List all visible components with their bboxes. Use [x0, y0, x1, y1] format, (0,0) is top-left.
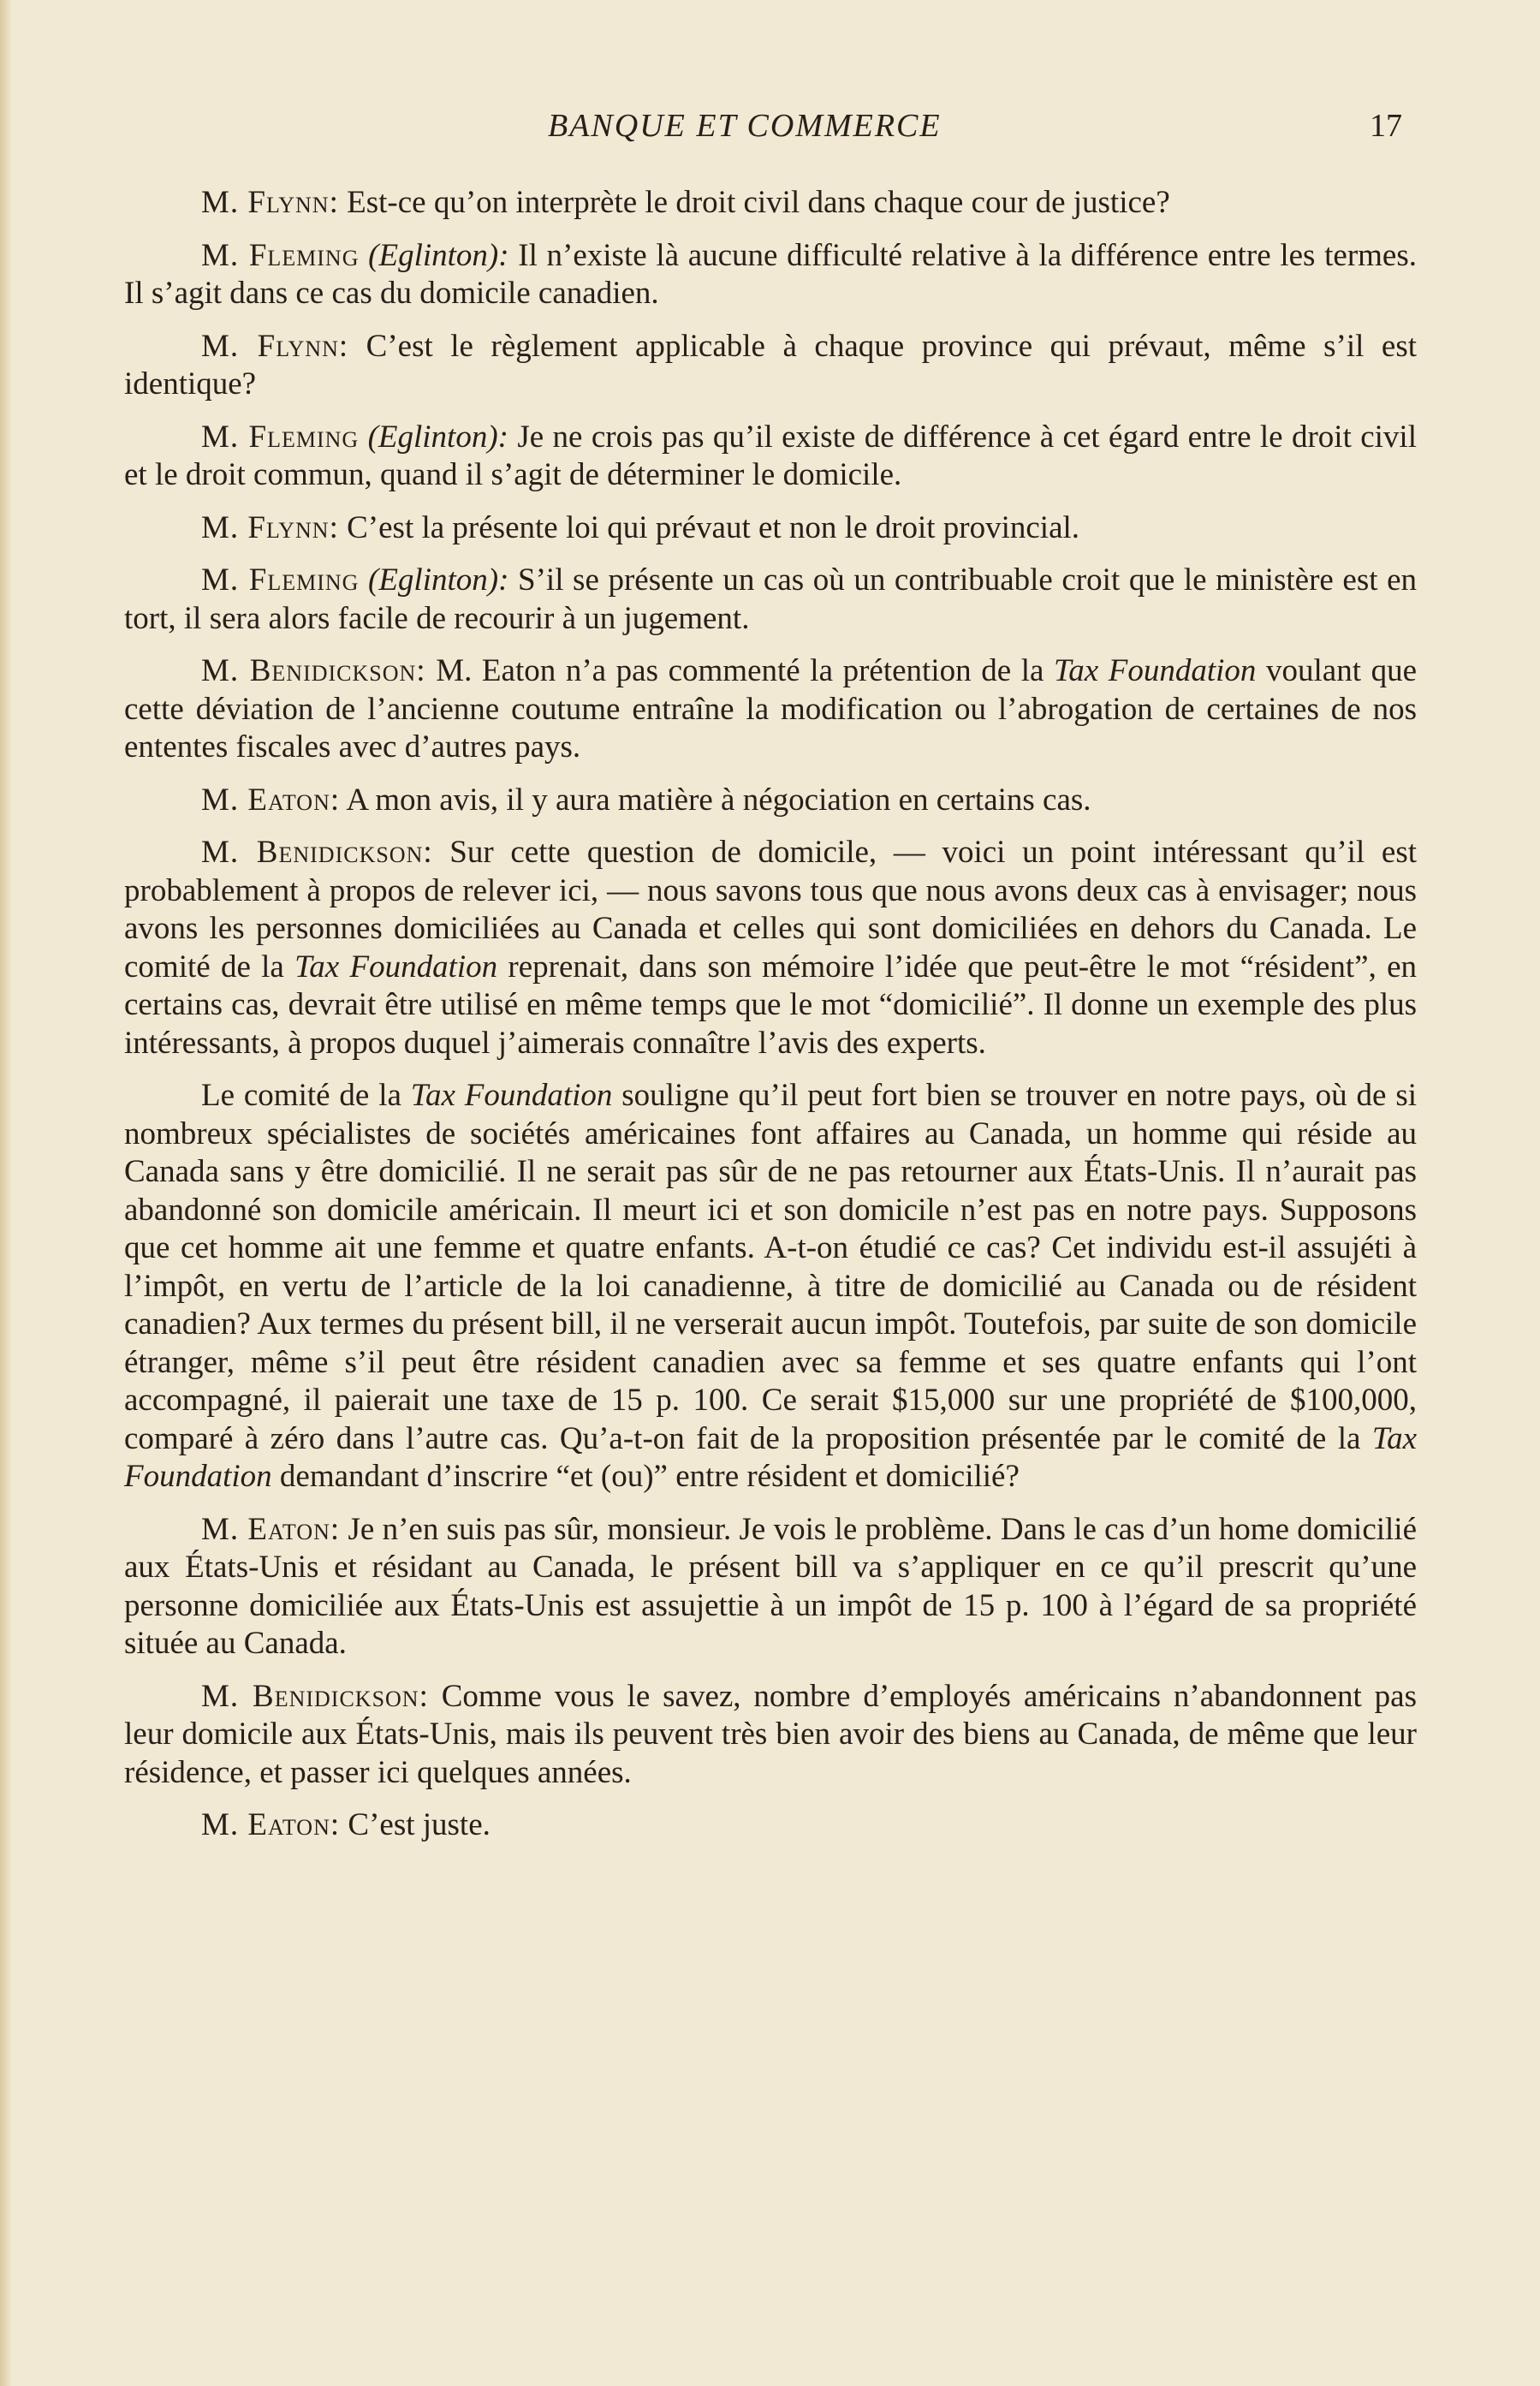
speaker-name: M. Benidickson: [201, 653, 426, 688]
speaker-name: M. Fleming [201, 237, 360, 273]
paragraph-text: Comme vous le savez, nombre d’employés américains n’abandonnent pas leur domicile aux États-Unis, mais ils peuvent très bien avoir des biens au Canada, de même que leur résidence, et passer ici quelques années. [124, 1678, 1418, 1790]
speaker-name: M. Fleming [201, 562, 360, 598]
italic-title: Tax Foundation [1054, 653, 1257, 688]
speaker-name: M. Eaton: [201, 1511, 341, 1547]
paragraph-4 [124, 419, 1417, 495]
paragraph-text: Est-ce qu’on interprète le droit civil dans chaque cour de justice? [338, 185, 1170, 220]
paragraph-text: Je ne crois pas qu’il existe de différence à cet égard entre le droit civil et le droit commun, quand il s’agit de déterminer le domicile. [124, 419, 1417, 492]
paragraph-6 [124, 562, 1417, 638]
paragraph-text: reprenait, dans son mémoire l’idée que peut-être le mot “résident”, en certains cas, devrait être utilisé en même temps que le mot “domicilié”. Il donne un exemple des plus intéressants, à propos duquel j’aimerais connaître l’avis des experts. [124, 949, 1418, 1061]
transcript-body [124, 184, 1417, 1859]
paragraph-12 [124, 1678, 1417, 1793]
italic-title: Tax Foundation [410, 1078, 613, 1113]
speaker-name: M. Fleming [201, 419, 360, 455]
paragraph-11 [124, 1511, 1417, 1663]
paragraph-3 [124, 328, 1417, 404]
paragraph-text: Sur cette question de domicile, — voici un point intéressant qu’il est probablement à propos de relever ici, — nous savons tous que nous avons deux cas à envisager; nous avons les personnes domiciliées au Canada et celles qui sont domiciliées en dehors du Canada. Le comité de la [124, 835, 1417, 985]
speaker-name: M. Flynn: [201, 328, 349, 364]
speaker-name: M. Benidickson: [201, 1678, 429, 1714]
paragraph-text: demandant d’inscrire “et (ou)” entre résident et domicilié? [271, 1459, 1020, 1494]
running-header [0, 107, 1540, 158]
paragraph-2 [124, 237, 1417, 313]
paragraph-10 [124, 1077, 1417, 1496]
paragraph-text: voulant que cette déviation de l’ancienne coutume entraîne la modification ou l’abrogation de certaines de nos ententes fiscales avec d’autres pays. [124, 653, 1418, 765]
paragraph-1 [124, 184, 1417, 223]
speaker-riding: (Eglinton): [359, 237, 509, 273]
paragraph-text: C’est la présente loi qui prévaut et non le droit provincial. [338, 509, 1080, 545]
paragraph-13 [124, 1806, 1417, 1845]
speaker-name: M. Eaton: [201, 782, 341, 818]
paragraph-text: C’est juste. [340, 1807, 491, 1842]
italic-title: Tax Foundation [124, 1420, 1417, 1494]
speaker-name: M. Benidickson: [201, 835, 433, 870]
speaker-name: M. Flynn: [201, 185, 339, 220]
speaker-name: M. Eaton: [201, 1807, 341, 1842]
paragraph-9 [124, 834, 1417, 1062]
paragraph-text: Je n’en suis pas sûr, monsieur. Je vois le problème. Dans le cas d’un home domicilié aux États-Unis et résidant au Canada, le présent bill va s’appliquer en ce qu’il prescrit qu’une personne domiciliée aux États-Unis est assujettie à un impôt de 15 p. 100 à l’égard de sa propriété située au Canada. [124, 1511, 1418, 1661]
paragraph-text: Il n’existe là aucune difficulté relative à la différence entre les termes. Il s’agit dans ce cas du domicile canadien. [124, 237, 1417, 311]
header-title: BANQUE ET COMMERCE [548, 108, 942, 144]
paragraph-text: Le comité de la [201, 1078, 411, 1113]
paragraph-text: C’est le règlement applicable à chaque province qui prévaut, même s’il est identique? [124, 328, 1417, 402]
paragraph-text: souligne qu’il peut fort bien se trouver en notre pays, où de si nombreux spécialistes de sociétés américaines font affaires au Canada, un homme qui réside au Canada sans y être domicilié. Il ne serait pas sûr de ne pas retourner aux États-Unis. Il n’aurait pas abandonné son domicile américain. Il meurt ici et son domicile n’est pas en notre pays. Supposons que cet homme ait une femme et quatre enfants. A-t-on étudié ce cas? Cet individu est-il assujéti à l’impôt, en vertu de l’article de la loi canadienne, à titre de domicilié au Canada ou de résident canadien? Aux termes du présent bill, il ne verserait aucun impôt. Toutefois, par suite de son domicile étranger, même s’il peut être résident canadien avec sa femme et ses quatre enfants qui l’ont accompagné, il paierait une taxe de 15 p. 100. Ce serait $15,000 sur une propriété de $100,000, comparé à zéro dans l’autre cas. Qu’a-t-on fait de la proposition présentée par le comité de la [124, 1078, 1418, 1456]
italic-title: Tax Foundation [294, 949, 498, 985]
page-number: 17 [1370, 108, 1402, 144]
speaker-riding: (Eglinton): [359, 562, 509, 598]
paragraph-7 [124, 652, 1417, 767]
paragraph-5 [124, 509, 1417, 548]
speaker-name: M. Flynn: [201, 509, 339, 545]
paragraph-text: S’il se présente un cas où un contribuable croit que le ministère est en tort, il sera alors facile de recourir à un jugement. [124, 562, 1418, 636]
paragraph-8 [124, 782, 1417, 820]
paragraph-text: M. Eaton n’a pas commenté la prétention de la [425, 653, 1055, 688]
paragraph-text: A mon avis, il y aura matière à négociation en certains cas. [340, 782, 1091, 818]
speaker-riding: (Eglinton): [359, 419, 508, 455]
